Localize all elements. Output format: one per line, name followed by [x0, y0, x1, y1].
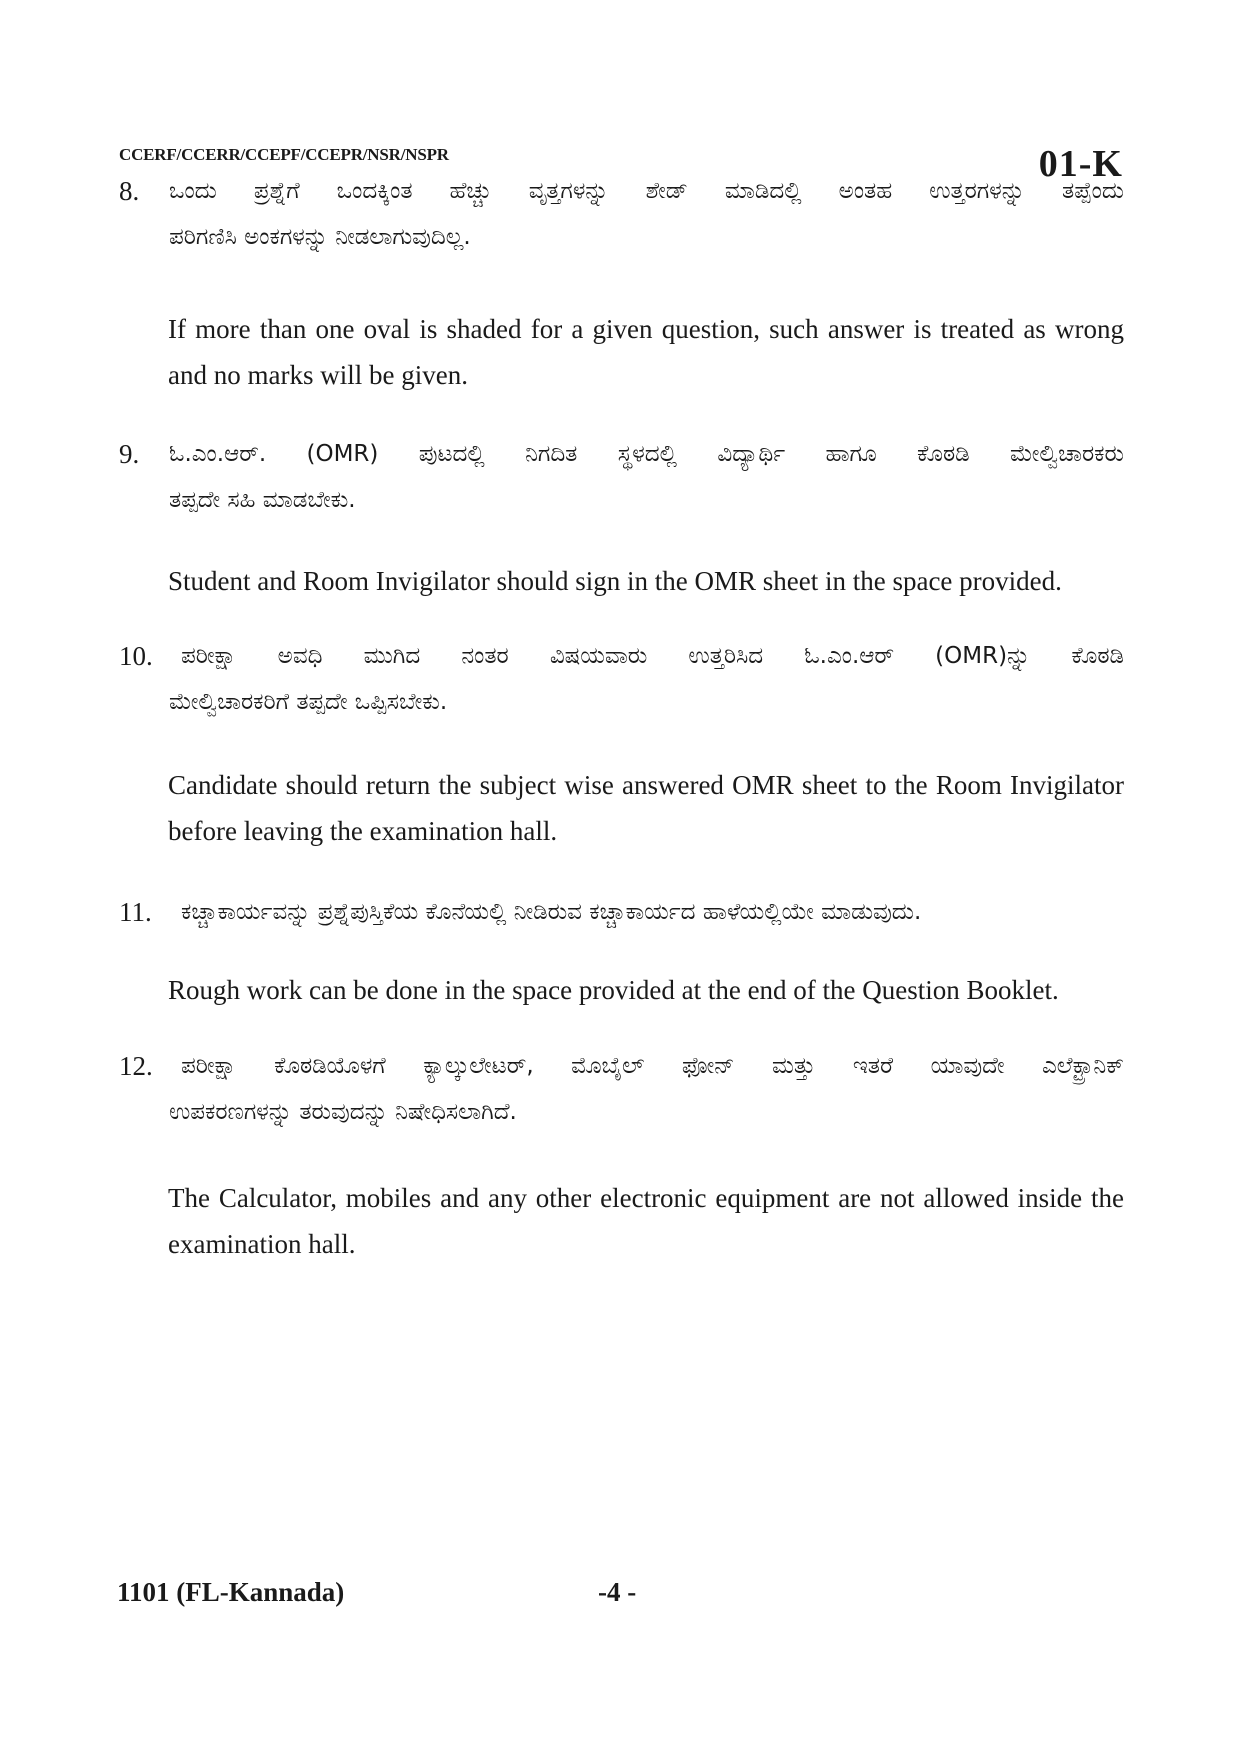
paper-code: 01-K: [1038, 143, 1123, 185]
kannada-text: ಓ.ಎಂ.ಆರ್. (OMR) ಪುಟದಲ್ಲಿ ನಿಗದಿತ ಸ್ಥಳದಲ್ಲಿ ವಿದ್ಯಾರ್ಥಿ ಹಾಗೂ ಕೊಠಡಿ ಮೇಲ್ವಿಚಾರಕರು: [169, 441, 1124, 467]
english-instruction-12: The Calculator, mobiles and any other electronic equipment are not allowed inside the examination hall.: [168, 1183, 1124, 1259]
instruction-item-11: [119, 889, 1124, 935]
kannada-text: ಮೇಲ್ವಿಚಾರಕರಿಗೆ ತಪ್ಪದೇ ಒಪ್ಪಿಸಬೇಕು.: [169, 689, 448, 715]
kannada-line: [119, 168, 1124, 214]
english-instruction-10: Candidate should return the subject wise answered OMR sheet to the Room Invigilator before leaving the examination hall.: [168, 770, 1124, 846]
item-number: 11.: [119, 897, 152, 927]
footer-paper-code: 1101 (FL-Kannada): [117, 1577, 345, 1607]
page-number: -4 -: [598, 1577, 637, 1607]
item-number: 9.: [119, 439, 140, 469]
english-instruction-9: Student and Room Invigilator should sign in the OMR sheet in the space provided.: [168, 566, 1062, 596]
kannada-line: [119, 889, 1124, 935]
kannada-line: [119, 1043, 1124, 1089]
kannada-line: [119, 679, 1124, 725]
kannada-line: [119, 431, 1124, 477]
kannada-text: ಪರಿಗಣಿಸಿ ಅಂಕಗಳನ್ನು ನೀಡಲಾಗುವುದಿಲ್ಲ.: [169, 224, 471, 250]
item-number: 8.: [119, 176, 140, 206]
kannada-text: ಒಂದು ಪ್ರಶ್ನೆಗೆ ಒಂದಕ್ಕಿಂತ ಹೆಚ್ಚು ವೃತ್ತಗಳನ್ನು ಶೇಡ್ ಮಾಡಿದಲ್ಲಿ ಅಂತಹ ಉತ್ತರಗಳನ್ನು ತಪ್ಪೆಂದು: [169, 178, 1124, 204]
kannada-text: ಕಚ್ಚಾಕಾರ್ಯವನ್ನು ಪ್ರಶ್ನೆಪುಸ್ತಿಕೆಯ ಕೊನೆಯಲ್ಲಿ ನೀಡಿರುವ ಕಚ್ಚಾಕಾರ್ಯದ ಹಾಳೆಯಲ್ಲಿಯೇ ಮಾಡುವುದು.: [181, 899, 922, 925]
item-number: 10.: [119, 641, 153, 671]
kannada-text: ಪರೀಕ್ಷಾ ಕೊಠಡಿಯೊಳಗೆ ಕ್ಯಾಲ್ಕುಲೇಟರ್, ಮೊಬೈಲ್ ಫೋನ್ ಮತ್ತು ಇತರೆ ಯಾವುದೇ ಎಲೆಕ್ಟ್ರಾನಿಕ್: [181, 1053, 1124, 1079]
kannada-text: ಪರೀಕ್ಷಾ ಅವಧಿ ಮುಗಿದ ನಂತರ ವಿಷಯವಾರು ಉತ್ತರಿಸಿದ ಓ.ಎಂ.ಆರ್ (OMR)ನ್ನು ಕೊಠಡಿ: [181, 643, 1124, 669]
english-instruction-8: If more than one oval is shaded for a given question, such answer is treated as wrong and no marks will be given.: [168, 314, 1124, 390]
kannada-line: [119, 633, 1124, 679]
kannada-text: ಉಪಕರಣಗಳನ್ನು ತರುವುದನ್ನು ನಿಷೇಧಿಸಲಾಗಿದೆ.: [169, 1099, 517, 1125]
kannada-text: ತಪ್ಪದೇ ಸಹಿ ಮಾಡಬೇಕು.: [169, 487, 356, 513]
instruction-item-9: [119, 431, 1124, 523]
instruction-item-8: [119, 168, 1124, 260]
kannada-line: [119, 214, 1124, 260]
kannada-line: [119, 1089, 1124, 1135]
header-code: CCERF/CCERR/CCEPF/CCEPR/NSR/NSPR: [119, 145, 449, 164]
english-instruction-11: Rough work can be done in the space provided at the end of the Question Booklet.: [168, 975, 1059, 1005]
instruction-item-10: [119, 633, 1124, 725]
item-number: 12.: [119, 1051, 153, 1081]
kannada-line: [119, 477, 1124, 523]
instruction-item-12: [119, 1043, 1124, 1135]
